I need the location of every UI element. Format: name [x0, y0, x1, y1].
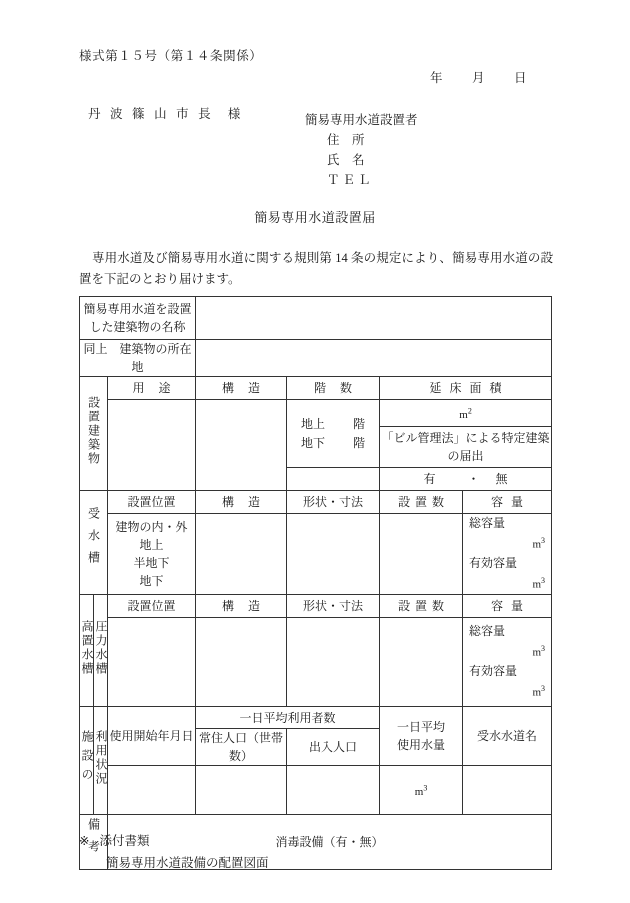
usage-water-supply-name-value[interactable]: [463, 766, 552, 815]
building-area-value[interactable]: [380, 400, 552, 427]
usage-avg-water-value[interactable]: [380, 766, 463, 815]
elevated-total-capacity-label: 総容量: [469, 624, 506, 639]
building-name-value[interactable]: [196, 297, 552, 340]
col-header-tank-capacity: 容量: [463, 491, 552, 514]
building-section-side-label: 設置建築物: [80, 377, 108, 491]
col-header-tank-count: 設置数: [380, 491, 463, 514]
table-row-usage-values: [80, 766, 552, 815]
area-unit: $m^2$: [459, 406, 472, 421]
col-header-floors: 階数: [287, 377, 380, 400]
building-use-value[interactable]: [108, 400, 196, 491]
tank-position-option-1[interactable]: 地上: [139, 538, 164, 552]
receiving-tank-side-label: 受水槽: [80, 491, 108, 595]
date-month-label: 月: [472, 71, 485, 85]
building-location-value[interactable]: [196, 340, 552, 377]
building-structure-value[interactable]: [196, 400, 287, 491]
intro-paragraph: 専用水道及び簡易専用水道に関する規則第 14 条の規定により、簡易専用水道の設置を下記のとおり届けます。: [79, 251, 553, 286]
building-floors-filler[interactable]: [287, 468, 380, 491]
elevated-tank-position-value[interactable]: [108, 618, 196, 707]
usage-side-label-1: 施設の: [80, 707, 94, 815]
main-form-table: [79, 296, 552, 870]
tank-position-option-3[interactable]: 地下: [139, 574, 164, 588]
applicant-name-label: 氏 名: [327, 153, 365, 167]
col-header-residents: 常住人口（世帯数）: [196, 729, 287, 766]
col-header-elevated-count: 設置数: [380, 595, 463, 618]
bill-law-notice: 「ビル管理法」による特定建築 の届出: [380, 427, 552, 468]
receiving-tank-capacity-value[interactable]: [463, 514, 552, 595]
receiving-effective-capacity-unit: $m^3$: [532, 576, 546, 591]
elevated-tank-side-label-1: 高置水槽: [80, 595, 94, 707]
usage-visitors-value[interactable]: [287, 766, 380, 815]
table-row-building-name: [80, 297, 552, 340]
table-row-elevated-tank-values: [80, 618, 552, 707]
footnote-title: 添付書類: [99, 834, 150, 848]
table-row-building-area: [80, 400, 552, 427]
tank-position-option-2[interactable]: 半地下: [133, 556, 170, 570]
building-name-label: 簡易専用水道を設置 した建築物の名称: [80, 297, 196, 340]
tank-position-option-0[interactable]: 建物の内・外: [115, 520, 188, 534]
elevated-tank-structure-value[interactable]: [196, 618, 287, 707]
date-year-label: 年: [430, 71, 443, 85]
col-header-use: 用途: [108, 377, 196, 400]
applicant-title: 簡易専用水道設置者: [305, 113, 418, 127]
bill-law-yes-no[interactable]: [380, 468, 552, 491]
elevated-tank-side-label-2: 圧力水槽: [94, 595, 108, 707]
document-title: 簡易専用水道設置届: [254, 210, 376, 225]
applicant-address-label: 住 所: [327, 133, 365, 147]
usage-side-label-2: 利用状況: [94, 707, 108, 815]
col-header-visitors: 出入人口: [287, 729, 380, 766]
col-header-water-supply-name: 受水水道名: [463, 707, 552, 766]
addressee: [88, 104, 240, 122]
col-header-structure: 構造: [196, 377, 287, 400]
receiving-tank-shape-value[interactable]: [287, 514, 380, 595]
col-header-elevated-capacity: 容量: [463, 595, 552, 618]
usage-start-date-value[interactable]: [108, 766, 196, 815]
col-header-tank-position: 設置位置: [108, 491, 196, 514]
table-row-building-location: [80, 340, 552, 377]
usage-residents-value[interactable]: [196, 766, 287, 815]
col-header-elevated-shape: 形状・寸法: [287, 595, 380, 618]
receiving-total-capacity-unit: $m^3$: [532, 536, 546, 551]
elevated-effective-capacity-label: 有効容量: [469, 664, 518, 678]
building-location-label: 同上 建築物の所在地: [80, 340, 196, 377]
table-row-elevated-tank-headers: [80, 595, 552, 618]
col-header-total-area: 延床面積: [380, 377, 552, 400]
receiving-tank-structure-value[interactable]: [196, 514, 287, 595]
col-header-avg-users: 一日平均利用者数: [196, 707, 380, 729]
table-row-building-headers: [80, 377, 552, 400]
receiving-tank-count-value[interactable]: [380, 514, 463, 595]
elevated-total-capacity-unit: $m^3$: [532, 644, 546, 659]
elevated-tank-shape-value[interactable]: [287, 618, 380, 707]
footnote-mark: ※: [79, 834, 90, 848]
col-header-tank-structure: 構造: [196, 491, 287, 514]
yes-no-choice: 有 ・ 無: [423, 472, 508, 486]
col-header-avg-water: 一日平均 使用水量: [380, 707, 463, 766]
footnote-item: 簡易専用水道設備の配置図面: [106, 856, 269, 870]
col-header-elevated-position: 設置位置: [108, 595, 196, 618]
footnote-block: [79, 830, 269, 874]
table-row-receiving-tank-headers: [80, 491, 552, 514]
elevated-effective-capacity-unit: $m^3$: [532, 684, 546, 699]
elevated-tank-count-value[interactable]: [380, 618, 463, 707]
elevated-tank-capacity-value[interactable]: [463, 618, 552, 707]
applicant-tel-label: ＴＥＬ: [327, 173, 374, 187]
floors-below-row: 地下 階: [301, 435, 366, 450]
form-number: 様式第１５号（第１４条関係）: [79, 49, 263, 63]
date-day-label: 日: [514, 71, 527, 85]
floors-above-row: 地上 階: [301, 416, 366, 431]
remarks-content[interactable]: 消毒設備（有・無）: [108, 815, 552, 870]
receiving-tank-position-options[interactable]: [108, 514, 196, 595]
addressee-name: 丹 波 篠 山 市 長: [88, 107, 214, 121]
avg-water-unit: $m^3$: [414, 783, 428, 798]
date-line: [430, 68, 527, 86]
addressee-honorific: 様: [227, 107, 241, 121]
applicant-block: [305, 110, 418, 190]
receiving-effective-capacity-label: 有効容量: [469, 556, 518, 570]
building-floors-value[interactable]: [287, 400, 380, 468]
remarks-side-label: 備考: [80, 815, 108, 870]
col-header-elevated-structure: 構造: [196, 595, 287, 618]
table-row-receiving-tank-values: [80, 514, 552, 595]
col-header-tank-shape: 形状・寸法: [287, 491, 380, 514]
table-row-usage-headers-top: [80, 707, 552, 729]
col-header-start-date: 使用開始年月日: [108, 707, 196, 766]
receiving-total-capacity-label: 総容量: [469, 516, 506, 531]
